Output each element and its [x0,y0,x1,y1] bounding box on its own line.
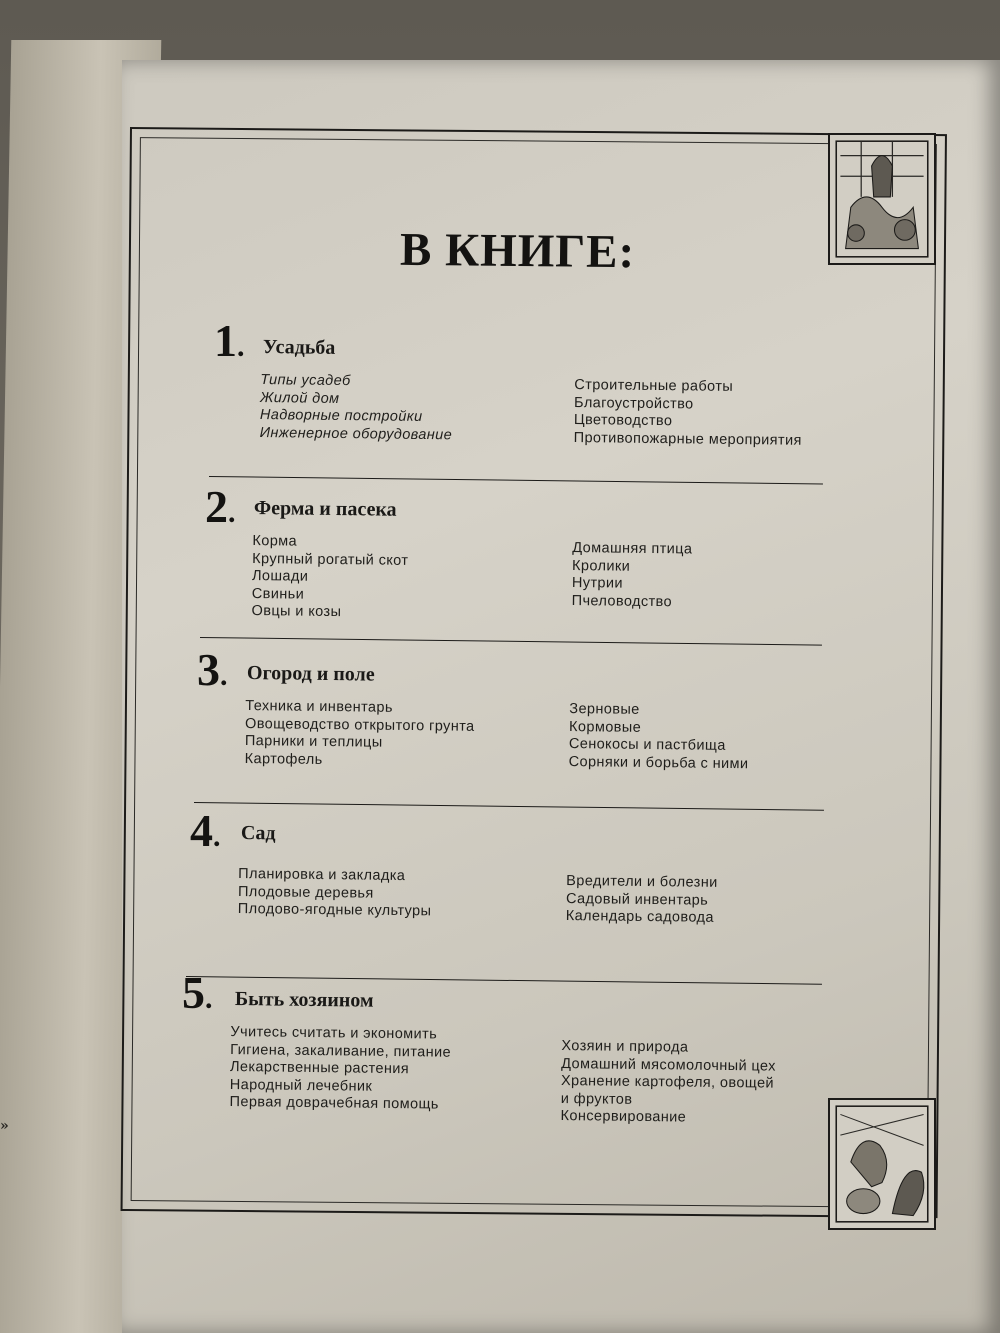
list-item: Домашний мясомолочный цех [561,1055,776,1075]
section-number: 2. [205,481,236,532]
list-item: Парники и теплицы [244,733,383,751]
list-item: и фруктов [560,1090,633,1108]
list-item: Нутрии [571,575,624,592]
list-item: Лошади [251,568,309,585]
section-title: Ферма и пасека [253,497,397,521]
page-title: В КНИГЕ: [399,223,636,279]
list-item: Кролики [572,557,631,575]
list-item: Вредители и болезни [566,873,718,891]
list-item: Консервирование [560,1107,687,1126]
list-item: Свиньи [251,585,305,603]
list-item: Строительные работы [574,377,734,395]
list-item: Календарь садовода [565,907,714,926]
left-page-text-fragment: » [0,1118,9,1134]
section-title: Сад [240,822,276,845]
list-item: Надворные постройки [259,407,423,425]
list-item: Картофель [244,750,323,768]
list-item: Садовый инвентарь [565,890,709,909]
list-item: Хранение картофеля, овощей [560,1073,775,1092]
list-item: Учитесь считать и экономить [230,1024,438,1043]
section-title: Усадьба [262,336,336,359]
list-item: Благоустройство [574,394,694,412]
list-item: Типы усадеб [260,372,351,390]
section-title: Быть хозяином [234,988,374,1012]
list-item: Противопожарные мероприятия [573,429,802,449]
section-number: 4. [190,805,221,856]
list-item: Зерновые [569,701,640,718]
list-item: Кормовые [569,718,642,736]
list-item: Инженерное оборудование [259,424,453,443]
list-item: Плодовые деревья [237,883,374,902]
list-item: Хозяин и природа [561,1038,689,1056]
list-item: Цветоводство [573,412,673,430]
list-item: Планировка и закладка [238,866,406,885]
list-item: Домашняя птица [572,540,693,558]
decorative-illustration-bottom [828,1098,936,1230]
list-item: Сорняки и борьба с ними [568,753,749,772]
list-item: Пчеловодство [571,592,673,610]
list-item: Жилой дом [260,389,340,407]
section-number: 1. [214,315,245,366]
list-item: Народный лечебник [229,1076,373,1095]
list-item: Первая доврачебная помощь [229,1093,439,1113]
decorative-illustration-top [828,133,936,265]
list-item: Корма [252,533,298,550]
list-item: Сенокосы и пастбища [568,736,726,754]
list-item: Овцы и козы [251,602,342,621]
list-item: Плодово-ягодные культуры [237,900,432,920]
page-frame [121,127,947,1218]
list-item: Лекарственные растения [229,1059,410,1078]
section-number: 5. [182,967,213,1018]
list-item: Овощеводство открытого грунта [245,715,475,735]
section-title: Огород и поле [246,662,375,686]
section-number: 3. [197,644,228,695]
list-item: Гигиена, закаливание, питание [230,1041,452,1061]
list-item: Техника и инвентарь [245,698,393,716]
list-item: Крупный рогатый скот [252,550,409,569]
